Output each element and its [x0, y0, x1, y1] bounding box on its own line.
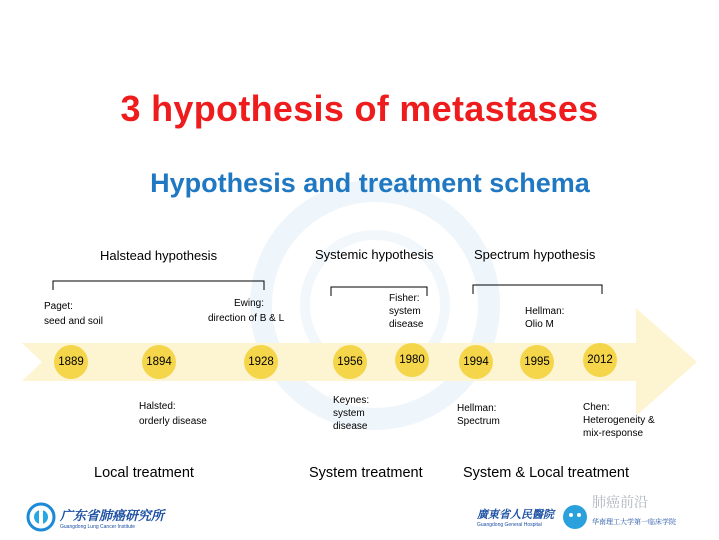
- note-fisher: Fisher: system disease: [389, 293, 424, 330]
- note-hellman-spectrum: Hellman: Spectrum: [457, 403, 500, 427]
- system-treatment-label: System treatment: [309, 465, 423, 481]
- year-circle-1980: 1980: [395, 343, 429, 377]
- medical-college-text: 华南理工大学第一临床学院: [592, 519, 676, 526]
- year-circle-1956: 1956: [333, 345, 367, 379]
- halstead-bracket: [53, 281, 264, 290]
- halstead-hypothesis-label: Halstead hypothesis: [100, 248, 218, 263]
- year-circle-1994: 1994: [459, 345, 493, 379]
- system-local-treatment-label: System & Local treatment: [463, 465, 630, 481]
- page-title: 3 hypothesis of metastases: [120, 88, 599, 129]
- year-circle-1889: 1889: [54, 345, 88, 379]
- note-keynes: Keynes: system disease: [333, 395, 370, 432]
- systemic-hypothesis-label: Systemic hypothesis: [315, 247, 434, 262]
- note-ewing: Ewing: direction of B & L: [208, 298, 285, 324]
- note-halsted: Halsted: orderly disease: [139, 401, 207, 427]
- hospital-logo-text: 廣東省人民醫院 Guangdong General Hospital: [477, 508, 554, 528]
- wechat-account-name: 肺癌前沿: [592, 494, 648, 510]
- note-paget: Paget: seed and soil: [44, 301, 103, 327]
- year-circle-1995: 1995: [520, 345, 554, 379]
- page-subtitle: Hypothesis and treatment schema: [150, 168, 590, 198]
- spectrum-bracket: [473, 285, 602, 294]
- year-circle-2012: 2012: [583, 343, 617, 377]
- local-treatment-label: Local treatment: [94, 465, 194, 481]
- note-chen: Chen: Heterogeneity & mix-response: [583, 402, 655, 439]
- wechat-logo-icon: [562, 503, 588, 531]
- year-circle-1928: 1928: [244, 345, 278, 379]
- spectrum-hypothesis-label: Spectrum hypothesis: [474, 247, 596, 262]
- institute-logo-icon: [26, 502, 56, 532]
- year-circle-1894: 1894: [142, 345, 176, 379]
- institute-logo-text: 广东省肺癌研究所 Guangdong Lung Cancer Institute: [60, 509, 165, 530]
- note-hellman-olio: Hellman: Olio M: [525, 306, 565, 330]
